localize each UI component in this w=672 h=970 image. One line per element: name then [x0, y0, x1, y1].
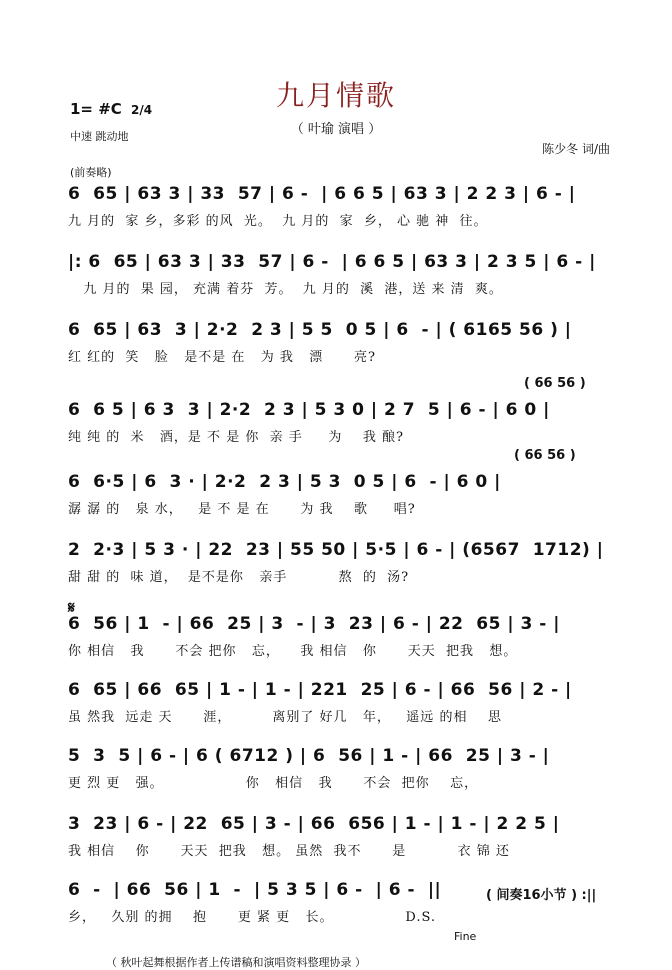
notes-line: 5 3 5 | 6 - | 6 ( 6712 ) | 6 56 | 1 - | 66 25 | 3 - |: [68, 746, 550, 766]
singer-credit: （ 叶瑜 演唱 ）: [290, 122, 382, 137]
key-label: 1= #C: [70, 100, 122, 118]
lyrics-line: 乡， 久别 的拥 抱 更 紧 更 长。 D.S.: [68, 910, 437, 925]
notes-line: 6 6 5 | 6 3 3 | 2·2 2 3 | 5 3 0 | 2 7 5 | 6 - | 6 0 |: [68, 400, 550, 420]
lyrics-line: 更 烈 更 强。 你 相信 我 不会 把你 忘，: [68, 776, 479, 791]
footnote: （ 秋叶起舞根据作者上传谱稿和演唱资料整理协录 ）: [106, 956, 366, 969]
interlude-note-2: ( 66 56 ): [514, 448, 576, 463]
notes-line: |: 6 65 | 63 3 | 33 57 | 6 - | 6 6 5 | 63 3 | 2 3 5 | 6 - |: [68, 252, 596, 272]
time-signature: 2/4: [131, 103, 153, 117]
notes-line: 6 65 | 66 65 | 1 - | 1 - | 221 25 | 6 - | 66 56 | 2 - |: [68, 680, 572, 700]
lyrics-line: 纯 纯 的 米 酒，是 不 是 你 亲 手 为 我 酿?: [68, 430, 405, 445]
notes-line: 6 - | 66 56 | 1 - | 5 3 5 | 6 - | 6 - ||: [68, 880, 442, 900]
page-title: 九月情歌: [275, 79, 396, 112]
notes-line: 6 56 | 1 - | 66 25 | 3 - | 3 23 | 6 - | 22 65 | 3 - |: [68, 614, 560, 634]
notes-line: 3 23 | 6 - | 22 65 | 3 - | 66 656 | 1 - | 1 - | 2 2 5 |: [68, 814, 560, 834]
fine-marking: Fine: [454, 930, 477, 943]
lyrics-line: 我 相信 你 天天 把我 想。 虽然 我不 是 衣 锦 还: [68, 844, 510, 859]
notes-line: 2 2·3 | 5 3 · | 22 23 | 55 50 | 5·5 | 6 - | (6567 1712) |: [68, 540, 604, 560]
interlude-end: ( 间奏16小节 ) :||: [486, 888, 597, 903]
author-credit: 陈少冬 词/曲: [542, 142, 610, 156]
prelude-note: (前奏略): [70, 166, 112, 179]
lyrics-line: 你 相信 我 不会 把你 忘， 我 相信 你 天天 把我 想。: [68, 644, 518, 659]
notes-line: 6 65 | 63 3 | 33 57 | 6 - | 6 6 5 | 63 3 | 2 2 3 | 6 - |: [68, 184, 576, 204]
tempo-marking: 中速 跳动地: [70, 130, 129, 143]
lyrics-line: 九 月的 果 园， 充满 着芬 芳。 九 月的 溪 港，送 来 清 爽。: [68, 282, 503, 297]
notes-line: 6 65 | 63 3 | 2·2 2 3 | 5 5 0 5 | 6 - | ( 6165 56 ) |: [68, 320, 572, 340]
notes-line: 6 6·5 | 6 3 · | 2·2 2 3 | 5 3 0 5 | 6 - | 6 0 |: [68, 472, 501, 492]
lyrics-line: 九 月的 家 乡，多彩 的风 光。 九 月的 家 乡， 心 驰 神 往。: [68, 214, 488, 229]
interlude-note-1: ( 66 56 ): [524, 376, 586, 391]
lyrics-line: 甜 甜 的 味 道， 是不是你 亲手 熬 的 汤?: [68, 570, 410, 585]
lyrics-line: 潺 潺 的 泉 水， 是 不 是 在 为 我 歌 唱?: [68, 502, 416, 517]
lyrics-line: 红 红的 笑 脸 是不是 在 为 我 漂 亮?: [68, 350, 377, 365]
segno-sign: 𝄋: [68, 598, 75, 617]
lyrics-line: 虽 然我 远走 天 涯， 离别了 好几 年， 遥远 的相 思: [68, 710, 502, 725]
key-signature: [70, 100, 152, 118]
